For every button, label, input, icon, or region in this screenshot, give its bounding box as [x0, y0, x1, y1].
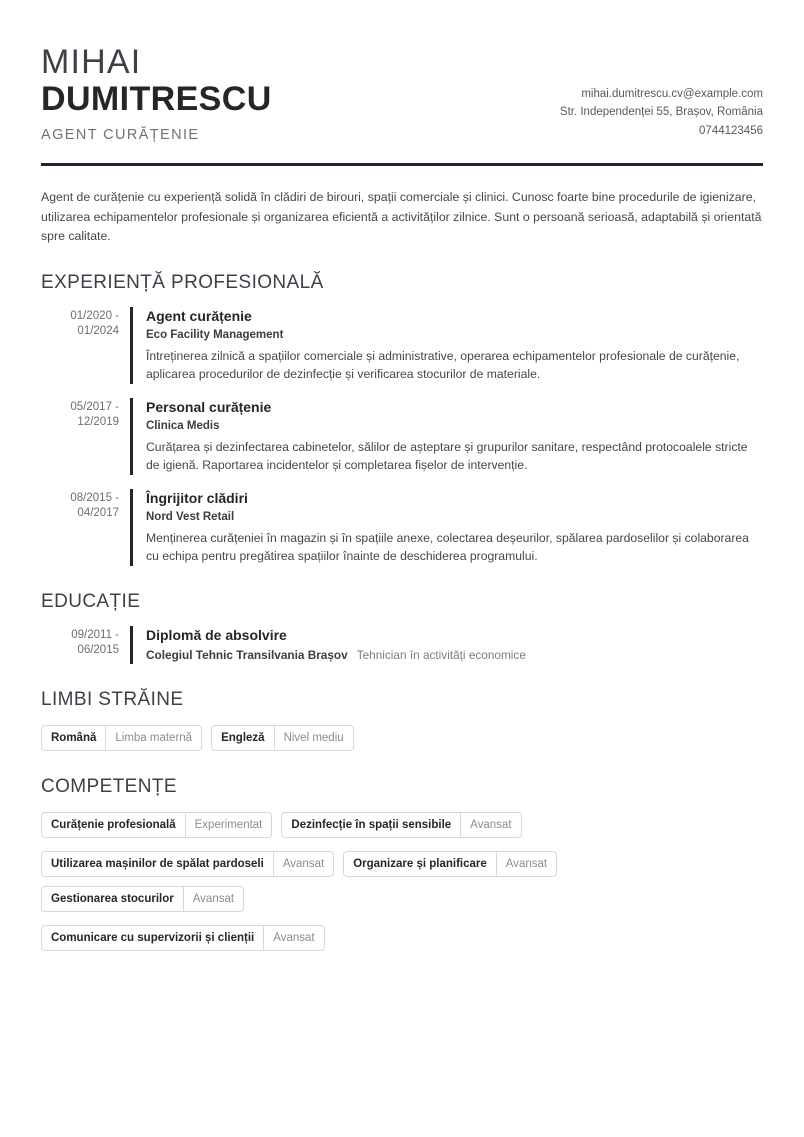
skill-badge	[41, 886, 244, 912]
skill-badge	[343, 851, 557, 877]
language-name: Engleză	[212, 726, 274, 750]
skill-badge	[41, 812, 272, 838]
date-start: 01/2020 -	[70, 309, 119, 322]
entry-role: Agent curățenie	[146, 307, 252, 324]
skills-badge-row	[41, 851, 763, 912]
contact-phone: 0744123456	[699, 124, 763, 137]
date-start: 05/2017 -	[70, 400, 119, 413]
skills-badge-row	[41, 925, 763, 951]
experience-entry	[41, 398, 763, 475]
education-entries	[41, 626, 763, 664]
section-title-experience: EXPERIENȚĂ PROFESIONALĂ	[41, 271, 324, 293]
language-level: Limba maternă	[115, 731, 193, 744]
education-school: Colegiul Tehnic Transilvania Brașov	[146, 647, 348, 662]
skill-level: Avansat	[282, 857, 325, 870]
skill-name: Comunicare cu supervizorii și clienții	[42, 926, 264, 950]
entry-role: Îngrijitor clădiri	[146, 489, 248, 506]
education-degree: Diplomă de absolvire	[146, 626, 287, 643]
section-title-education: EDUCAȚIE	[41, 590, 141, 612]
date-end: 01/2024	[77, 324, 119, 337]
entry-organization: Nord Vest Retail	[146, 510, 235, 523]
skill-badge	[41, 851, 334, 877]
contact-email: mihai.dumitrescu.cv@example.com	[581, 87, 763, 100]
skill-name: Utilizarea mașinilor de spălat pardoseli	[42, 852, 274, 876]
professional-summary: Agent de curățenie cu experiență solidă în clădiri de birouri, spații comerciale și clinici. Cunosc foarte bine procedurile de igienizare, utilizarea echipamentelor profesionale și organizarea eficientă a activităților zilnice. Sunt o persoană serioasă, adaptabilă și orientată spre calitate.	[41, 190, 762, 243]
skill-name: Curățenie profesională	[42, 813, 186, 837]
languages-badge-list	[41, 725, 763, 751]
skill-name: Organizare și planificare	[344, 852, 497, 876]
entry-description: Curățarea și dezinfectarea cabinetelor, sălilor de așteptare și grupurilor sanitare, respectând protocoalele stricte de igienă. Raportarea incidentelor și completarea fișelor de intervenție.	[146, 439, 748, 472]
contact-block	[560, 85, 763, 145]
first-name: MIHAI	[41, 43, 142, 81]
skill-badge	[41, 925, 325, 951]
header-divider	[41, 163, 763, 166]
skill-level: Avansat	[505, 857, 548, 870]
entry-description: Întreținerea zilnică a spațiilor comerciale și administrative, operarea echipamentelor profesionale de curățenie, aplicarea procedurilor de dezinfecție și verificarea stocurilor de materiale.	[146, 348, 740, 381]
entry-body	[133, 489, 763, 566]
skill-badge	[281, 812, 521, 838]
language-level: Nivel mediu	[283, 731, 344, 744]
identity-block	[41, 44, 272, 144]
entry-dates	[41, 626, 130, 664]
date-start: 09/2011 -	[71, 628, 119, 641]
language-badge	[41, 725, 202, 751]
language-name: Română	[42, 726, 106, 750]
section-title-languages: LIMBI STRĂINE	[41, 688, 184, 710]
entry-body	[133, 307, 763, 384]
education-detail-line	[146, 647, 763, 664]
date-start: 08/2015 -	[70, 491, 119, 504]
entry-organization: Clinica Medis	[146, 419, 220, 432]
skills-badge-row	[41, 812, 763, 838]
experience-entry	[41, 489, 763, 566]
entry-description: Menținerea curățeniei în magazin și în spațiile anexe, colectarea deșeurilor, spălarea pardoselilor și colaborarea cu echipa pentru pregătirea spațiilor înainte de deschiderea programului.	[146, 530, 749, 563]
date-end: 12/2019	[77, 415, 119, 428]
skill-level: Avansat	[273, 931, 315, 944]
entry-dates	[41, 307, 130, 384]
education-field: Tehnician în activități economice	[356, 647, 526, 662]
entry-organization: Eco Facility Management	[146, 328, 284, 341]
entry-dates	[41, 398, 130, 475]
section-languages	[41, 688, 763, 751]
last-name: DUMITRESCU	[41, 80, 272, 118]
contact-address: Str. Independenței 55, Brașov, România	[559, 106, 763, 118]
skill-level: Experimentat	[194, 818, 263, 831]
job-title: AGENT CURĂȚENIE	[41, 127, 200, 143]
entry-body	[133, 398, 763, 475]
skill-level: Avansat	[470, 818, 512, 831]
date-end: 06/2015	[77, 643, 119, 656]
section-skills	[41, 775, 763, 951]
entry-dates	[41, 489, 130, 566]
skill-name: Dezinfecție în spații sensibile	[282, 813, 461, 837]
section-title-skills: COMPETENȚE	[41, 775, 177, 797]
experience-entries	[41, 307, 763, 566]
entry-body	[133, 626, 763, 664]
skill-name: Gestionarea stocurilor	[42, 887, 184, 911]
language-badge	[211, 725, 354, 751]
skill-level: Avansat	[192, 892, 235, 905]
resume-header	[41, 0, 763, 144]
date-end: 04/2017	[77, 506, 119, 519]
education-entry	[41, 626, 763, 664]
entry-role: Personal curățenie	[146, 398, 272, 415]
experience-entry	[41, 307, 763, 384]
section-experience	[41, 271, 763, 566]
section-education	[41, 590, 763, 664]
